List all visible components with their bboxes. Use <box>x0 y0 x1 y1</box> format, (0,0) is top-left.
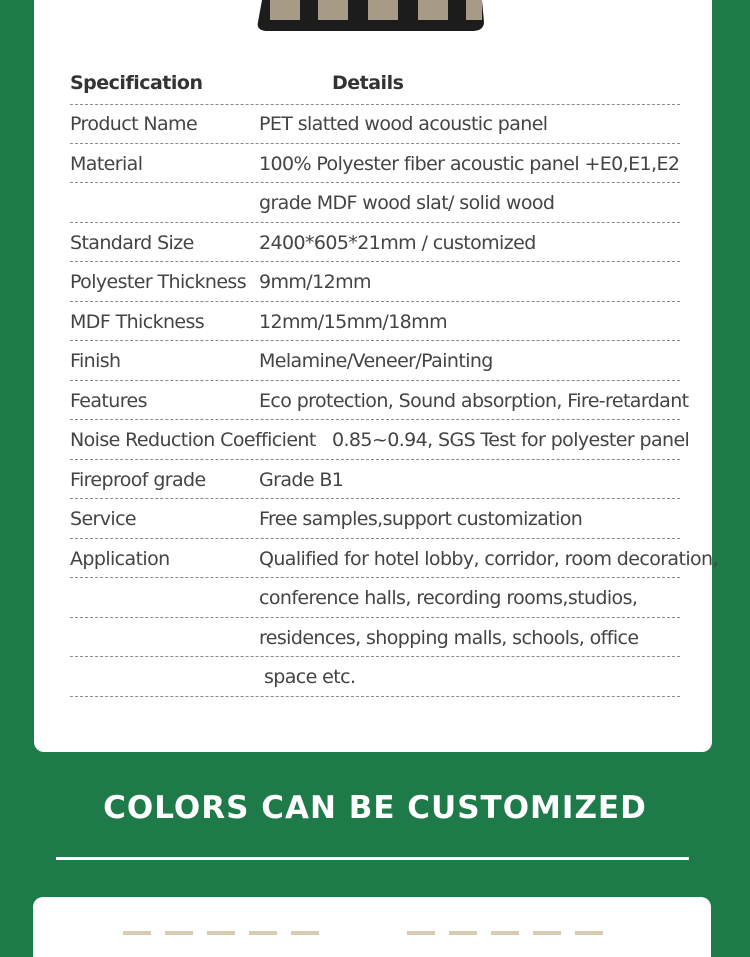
spec-card <box>34 0 718 752</box>
color-swatch <box>575 931 603 935</box>
row-label: Material <box>70 152 143 175</box>
row-label: Features <box>70 389 147 412</box>
row-value: 9mm/12mm <box>259 271 371 293</box>
row-label: Service <box>70 508 137 530</box>
row-value: conference halls, recording rooms,studios, <box>259 587 638 609</box>
table-row <box>70 578 680 618</box>
row-value: 0.85~0.94, SGS Test for polyester panel <box>332 429 690 451</box>
spec-table-header <box>70 70 680 105</box>
colors-card <box>33 897 711 957</box>
row-label: Product Name <box>70 113 198 135</box>
color-swatch <box>165 931 193 935</box>
row-value: Free samples,support customization <box>259 508 583 530</box>
row-value: 2400*605*21mm / customized <box>259 231 536 254</box>
table-row <box>70 420 690 460</box>
table-row <box>70 302 680 342</box>
table-row <box>70 104 680 144</box>
row-value: PET slatted wood acoustic panel <box>259 113 548 135</box>
row-value: Melamine/Veneer/Painting <box>259 350 493 372</box>
color-swatch <box>449 931 477 935</box>
table-row <box>70 341 680 381</box>
row-value: Grade B1 <box>259 468 344 491</box>
row-label: Fireproof grade <box>70 468 206 491</box>
row-value: Qualified for hotel lobby, corridor, room decoration, <box>259 547 718 570</box>
row-label: Polyester Thickness <box>70 271 247 293</box>
row-value: 12mm/15mm/18mm <box>259 310 447 333</box>
table-row <box>70 499 680 539</box>
header-specification: Specification <box>70 72 203 94</box>
row-label: Standard Size <box>70 231 194 254</box>
title-divider <box>56 857 689 860</box>
table-row <box>70 144 680 184</box>
table-row <box>70 539 718 579</box>
color-swatch <box>407 931 435 935</box>
table-row <box>70 460 680 500</box>
row-value: grade MDF wood slat/ solid wood <box>259 192 555 214</box>
row-label: Finish <box>70 350 121 372</box>
color-swatch <box>207 931 235 935</box>
table-row <box>70 657 680 697</box>
header-details: Details <box>332 72 404 94</box>
table-row <box>70 183 680 223</box>
color-swatch <box>533 931 561 935</box>
color-swatch <box>491 931 519 935</box>
row-value: residences, shopping malls, schools, office <box>259 626 639 649</box>
row-label: Application <box>70 547 170 570</box>
color-swatch <box>249 931 277 935</box>
table-row <box>70 223 680 263</box>
acoustic-panel-image <box>222 0 512 32</box>
row-value: Eco protection, Sound absorption, Fire-retardant <box>259 389 689 412</box>
spec-table-body <box>70 104 718 697</box>
table-row <box>70 618 680 658</box>
color-swatch <box>291 931 319 935</box>
row-label: MDF Thickness <box>70 310 205 333</box>
row-value: space etc. <box>264 666 356 688</box>
table-row <box>70 381 689 421</box>
table-row <box>70 262 680 302</box>
section-title: COLORS CAN BE CUSTOMIZED <box>103 790 647 826</box>
row-value: 100% Polyester fiber acoustic panel +E0,E1,E2 <box>259 152 680 175</box>
color-swatch <box>123 931 151 935</box>
row-label: Noise Reduction Coefficient <box>70 429 316 451</box>
